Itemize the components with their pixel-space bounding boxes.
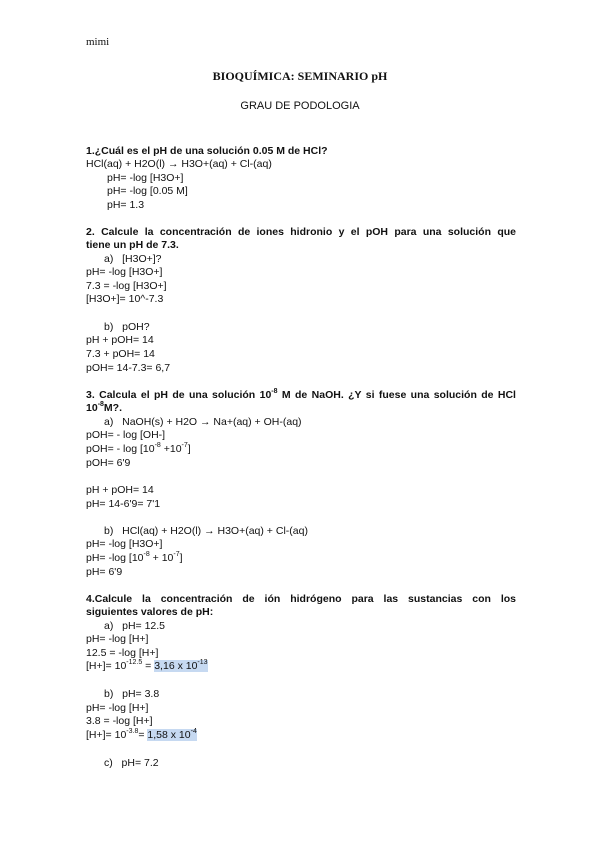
question-4-step: pH= -log [H+] bbox=[86, 633, 149, 645]
question-1-step: pH= -log [0.05 M] bbox=[107, 185, 188, 197]
question-3-part-b: b) HCl(aq) + H2O(l) → H3O+(aq) + Cl-(aq) bbox=[104, 525, 308, 537]
question-4-step: pH= -log [H+] bbox=[86, 702, 149, 714]
question-3-step: pH= -log [H3O+] bbox=[86, 538, 163, 550]
question-3-title-line2: $10^{-8}M$?. bbox=[86, 400, 122, 414]
question-2-title-line2: tiene un pH de 7.3. bbox=[86, 239, 179, 251]
question-3-step: pH= -log $[10^{-8} + 10^{-7}]$ bbox=[86, 550, 183, 564]
question-1-reaction: HCl(aq) + H2O(l) → H3O+(aq) + Cl-(aq) bbox=[86, 158, 272, 170]
question-3-step: pH= 14-6'9= 7'1 bbox=[86, 498, 161, 510]
question-3-step: pH + pOH= 14 bbox=[86, 484, 154, 496]
page-title: BIOQUÍMICA: SEMINARIO pH bbox=[212, 69, 388, 83]
highlighted-answer: 1,58 x $10^{-4}$ bbox=[147, 727, 197, 741]
question-1-step: pH= 1.3 bbox=[107, 199, 145, 211]
question-2-step: [H3O+]= 10^-7.3 bbox=[86, 293, 164, 305]
question-4-title-line2: siguientes valores de pH: bbox=[86, 606, 214, 618]
question-2-step: pH= -log [H3O+] bbox=[86, 266, 163, 278]
question-4-part-c: c) pH= 7.2 bbox=[104, 757, 159, 769]
question-1-title: 1.¿Cuál es el pH de una solución 0.05 M de HCl? bbox=[86, 145, 328, 157]
question-3-step: pH= 6'9 bbox=[86, 566, 123, 578]
question-4-part-a: a) pH= 12.5 bbox=[104, 620, 166, 632]
question-2-step: 7.3 + pOH= 14 bbox=[86, 348, 155, 360]
question-3-step: $pOH= - \log [10^{-8} +10^{-7}]$ bbox=[86, 441, 191, 455]
question-2-part-b: b) pOH? bbox=[104, 321, 150, 333]
question-4-step: 3.8 = -log [H+] bbox=[86, 715, 153, 727]
question-2-step: pOH= 14-7.3= 6,7 bbox=[86, 362, 171, 374]
question-3-part-a: a) NaOH(s) + H2O → Na+(aq) + OH-(aq) bbox=[104, 416, 302, 428]
question-4-result: $[H+]= 10^{-3.8}= 1,58$ x $10^{-4}$ bbox=[86, 727, 197, 741]
question-4-part-b: b) pH= 3.8 bbox=[104, 688, 160, 700]
question-4-step: 12.5 = -log [H+] bbox=[86, 647, 159, 659]
question-3-step: pOH= 6'9 bbox=[86, 457, 131, 469]
question-2-title-line1: 2. Calcule la concentración de iones hidronio y el pOH para una solución que bbox=[86, 226, 516, 238]
question-3-step: pOH= - log [OH-] bbox=[86, 429, 166, 441]
page-subtitle: GRAU DE PODOLOGIA bbox=[240, 100, 360, 112]
question-4-title-line1: 4.Calcule la concentración de ión hidrógeno para las sustancias con los bbox=[86, 593, 516, 605]
question-1-step: pH= -log [H3O+] bbox=[107, 172, 184, 184]
question-4-result: $[H+]= 10^{-12.5} = 3,16$ x $10^{-13}$ bbox=[86, 658, 208, 672]
question-3-title-line1: 3. Calcula el pH de una solución $10^{-8}$ M de NaOH. ¿Y si fuese una solución de HCl bbox=[86, 387, 516, 401]
question-2-part-a: a) [H3O+]? bbox=[104, 253, 162, 265]
highlighted-answer: 3,16 x $10^{-13}$ bbox=[154, 658, 208, 672]
question-2-step: 7.3 = -log [H3O+] bbox=[86, 280, 167, 292]
header-author: mimi bbox=[86, 36, 110, 48]
question-2-step: pH + pOH= 14 bbox=[86, 334, 154, 346]
